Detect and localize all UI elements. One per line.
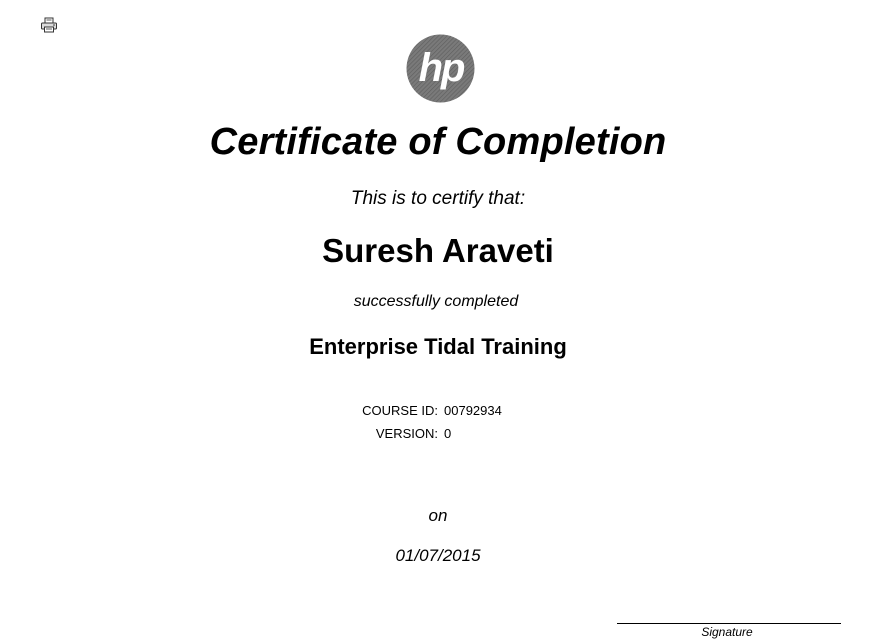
course-id-label: COURSE ID:	[362, 403, 438, 418]
version-label: VERSION:	[375, 426, 438, 441]
recipient-name: Suresh Araveti	[322, 232, 554, 269]
certify-line: This is to certify that:	[350, 188, 526, 209]
on-label: on	[428, 506, 448, 525]
completed-line: successfully completed	[353, 293, 519, 310]
signature-line	[617, 623, 841, 624]
course-id-value: 00792934	[444, 403, 502, 418]
printer-icon[interactable]	[40, 17, 58, 33]
version-row	[0, 425, 876, 443]
course-id-row	[0, 402, 876, 420]
hp-logo	[406, 34, 475, 103]
certificate-title: Certificate of Completion	[209, 121, 667, 163]
signature-label: Signature	[701, 625, 753, 639]
hp-logo-text: hp	[418, 46, 464, 90]
course-name: Enterprise Tidal Training	[309, 334, 567, 359]
completion-date: 01/07/2015	[395, 546, 481, 565]
version-value: 0	[444, 426, 452, 441]
